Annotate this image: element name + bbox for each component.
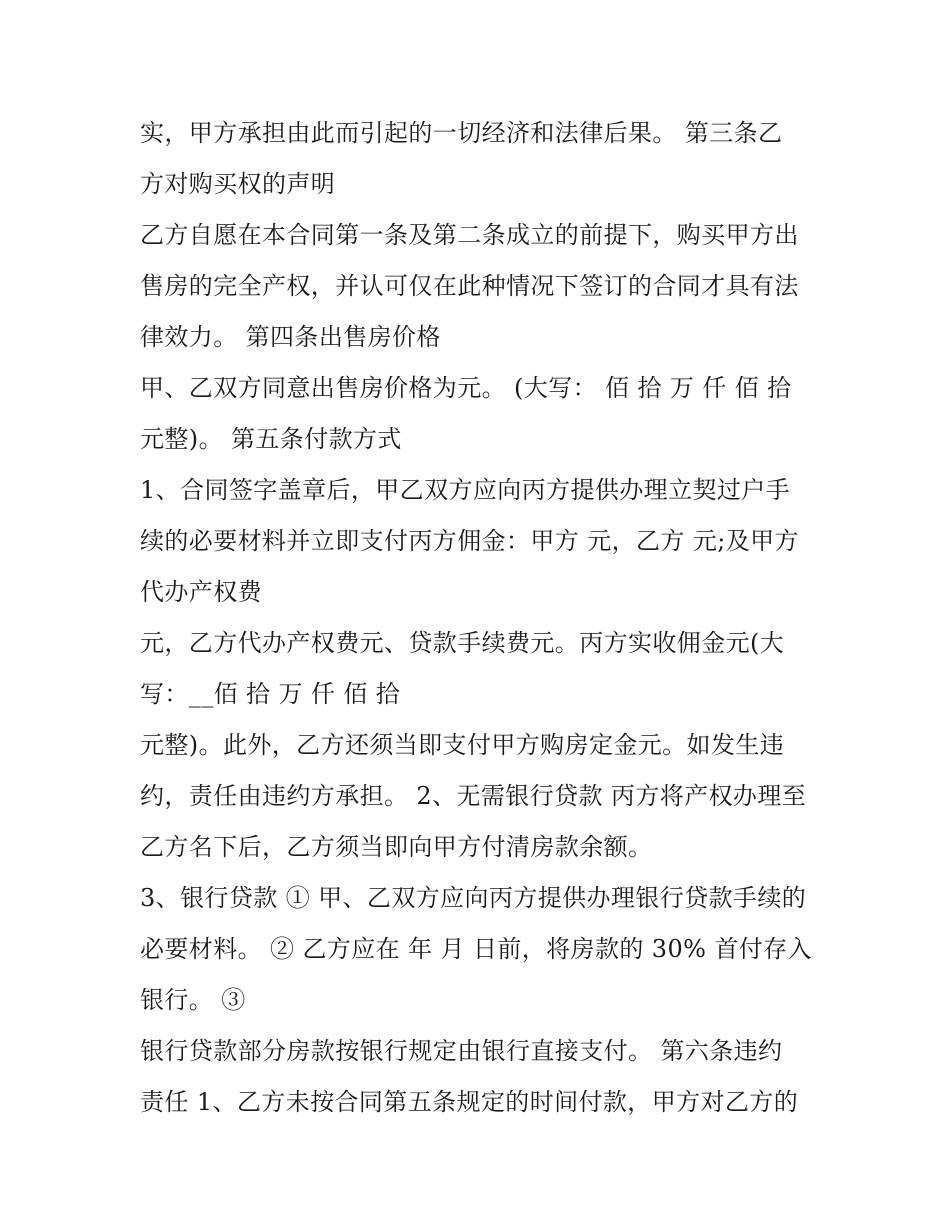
text-line: 乙方自愿在本合同第一条及第二条成立的前提下，购买甲方出 <box>140 221 799 249</box>
text-line: 元，乙方代办产权费元、贷款手续费元。丙方实收佣金元(大 <box>140 629 785 657</box>
text-line: 元整)。此外，乙方还须当即支付甲方购房定金元。如发生违 <box>140 731 785 759</box>
text-line: 方对购买权的声明 <box>140 170 336 198</box>
text-line: 3、银行贷款 ① 甲、乙双方应向丙方提供办理银行贷款手续的 <box>140 884 807 912</box>
text-line: 律效力。 第四条出售房价格 <box>140 323 441 351</box>
text-line: 写：__佰 拾 万 仟 佰 拾 <box>140 680 401 708</box>
text-line: 元整)。 第五条付款方式 <box>140 425 402 453</box>
text-line: 责任 1、乙方未按合同第五条规定的时间付款，甲方对乙方的 <box>140 1088 799 1116</box>
text-line: 1、合同签字盖章后，甲乙双方应向丙方提供办理立契过户手 <box>140 476 791 504</box>
text-line: 约，责任由违约方承担。 2、无需银行贷款 丙方将产权办理至 <box>140 782 807 810</box>
text-line: 代办产权费 <box>140 578 262 606</box>
text-line: 银行。 ③ <box>140 986 246 1014</box>
text-line: 乙方名下后，乙方须当即向甲方付清房款余额。 <box>140 833 653 861</box>
contract-text <box>140 108 820 1128</box>
text-line: 实，甲方承担由此而引起的一切经济和法律后果。 第三条乙 <box>140 119 783 147</box>
text-line: 续的必要材料并立即支付丙方佣金：甲方 元，乙方 元;及甲方 <box>140 527 799 555</box>
text-line: 售房的完全产权，并认可仅在此种情况下签订的合同才具有法 <box>140 272 799 300</box>
text-line: 甲、乙双方同意出售房价格为元。 (大写： 佰 拾 万 仟 佰 拾 <box>140 374 792 402</box>
text-line: 必要材料。 ② 乙方应在 年 月 日前，将房款的 30% 首付存入 <box>140 935 812 963</box>
text-line: 银行贷款部分房款按银行规定由银行直接支付。 第六条违约 <box>140 1037 783 1065</box>
